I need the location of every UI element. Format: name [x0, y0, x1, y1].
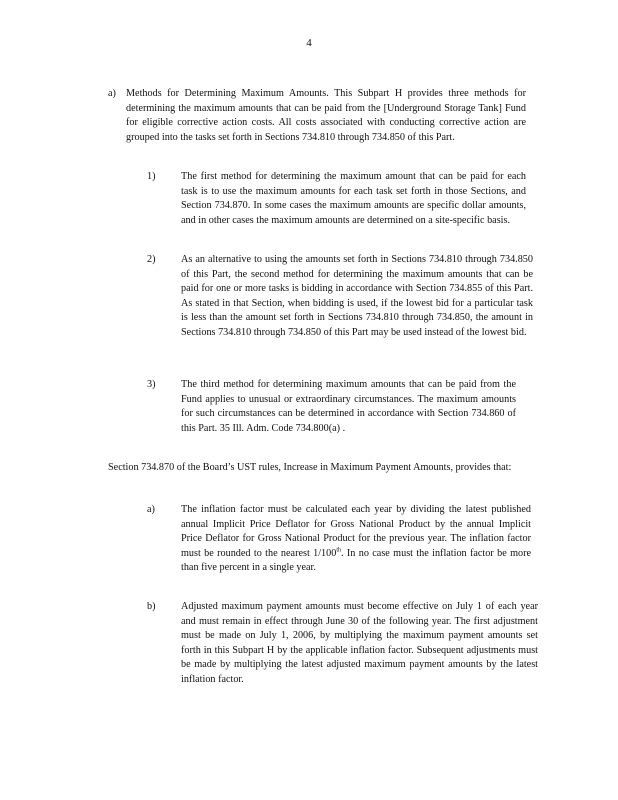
item-3-label: 3) — [147, 379, 156, 390]
rule-a-superscript: th — [336, 547, 342, 554]
page-number: 4 — [306, 37, 312, 49]
quote-a-paragraph: Methods for Determining Maximum Amounts. This Subpart H provides three methods for determining the maximum amounts that can be paid from the [Underground Storage Tank] Fund for eligible corrective action costs. All costs associated with conducting corrective action are grouped into the tasks set forth in Sections 734.810 through 734.850 of this Part. — [126, 88, 526, 143]
rule-a-label: a) — [147, 504, 155, 515]
rule-a-text-2: . In no case must the inflation factor be more than five percent in a single year. — [181, 547, 532, 574]
rule-b-label: b) — [147, 601, 156, 612]
item-2-paragraph: As an alternative to using the amounts set forth in Sections 734.810 through 734.850 of this Part, the second method for determining the maximum amounts that can be paid for one or more tasks is bidding in accordance with Section 734.855 of this Part. As stated in that Section, when bidding is used, if the lowest bid for a particular task is less than the amount set forth in Sections 734.810 through 734.850, the amount in Sections 734.810 through 734.850 of this Part may be used instead of the lowest bid. — [181, 254, 533, 338]
intro-paragraph: Section 734.870 of the Board’s UST rules, Increase in Maximum Payment Amounts, provides that: — [108, 462, 512, 473]
item-1-label: 1) — [147, 171, 156, 182]
item-1-paragraph: The first method for determining the maximum amount that can be paid for each task is to use the maximum amounts for each task set forth in those Sections, and Section 734.870. In some cases the maximum amounts are specific dollar amounts, and in other cases the maximum amounts are determined on a site-specific basis. — [181, 171, 526, 226]
item-2-label: 2) — [147, 254, 156, 265]
rule-b-paragraph: Adjusted maximum payment amounts must become effective on July 1 of each year and must remain in effect through June 30 of the following year. The first adjustment must be made on July 1, 2006, by multiplying the maximum payment amounts set forth in this Subpart H by the applicable inflation factor. Subsequent adjustments must be made by multiplying the latest adjusted maximum payment amounts by the latest inflation factor. — [181, 601, 538, 685]
quote-a-label: a) — [108, 88, 116, 99]
rule-a-paragraph — [181, 503, 531, 576]
rule-a-text-1: The inflation factor must be calculated each year by dividing the latest published annual Implicit Price Deflator for Gross National Product by the annual Implicit Price Deflator for Gross National Product for the previous year. The inflation factor must be rounded to the nearest 1/100 — [181, 504, 531, 559]
item-3-paragraph: The third method for determining maximum amounts that can be paid from the Fund applies to unusual or extraordinary circumstances. The maximum amounts for such circumstances can be determined in accordance with Section 734.860 of this Part. 35 Ill. Adm. Code 734.800(a) . — [181, 379, 516, 434]
